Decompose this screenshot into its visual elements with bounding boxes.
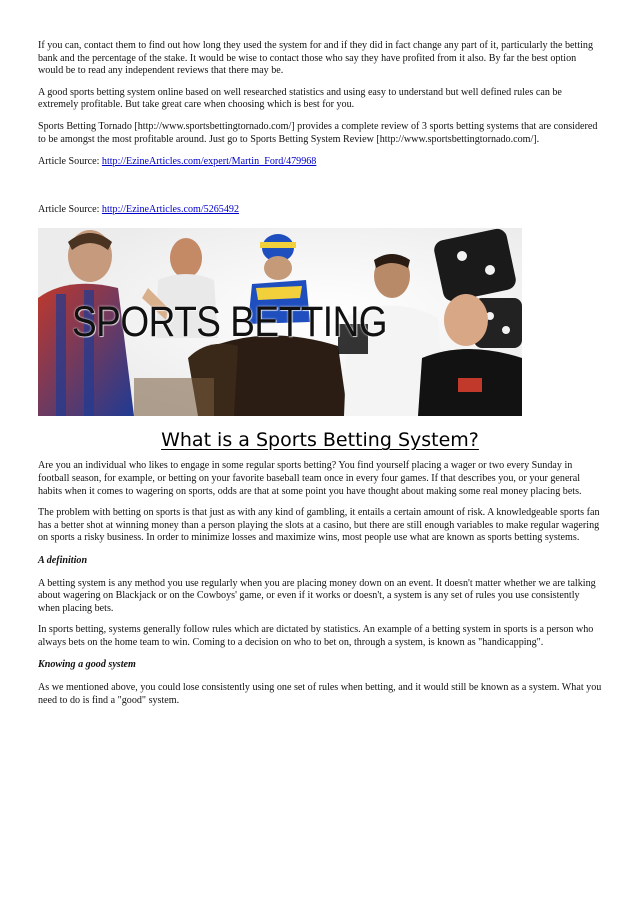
page-title-text: What is a Sports Betting System? (161, 429, 479, 452)
paragraph-sports-betting-tornado: Sports Betting Tornado [http://www.sportsbettingtornado.com/] provides a complete review of 3 sports betting systems that are considered to be amongst the most profitable around. Just go to Sports Betting System Review [http://www.sportsbettingtornado.com/]. (38, 120, 598, 145)
article-source-author-link[interactable]: http://EzineArticles.com/expert/Martin_Ford/479968 (101, 156, 317, 168)
paragraph-intro-1: Are you an individual who likes to engage in some regular sports betting? You find yourself placing a wager or two every Sunday in football season, for example, or betting on your favorite baseball team once in every four games. If that describes you, or your general habits when it comes to wagering on sports, odds are that at some point you have thought about making some real money placing bets. (38, 460, 582, 497)
article-source-label: Article Source: (38, 203, 102, 215)
paragraph-good-system-intro: As we mentioned above, you could lose consistently using one set of rules when betting, and it would still be known as a system. What you need to do is find a "good" system. (38, 682, 602, 706)
page-title (38, 428, 602, 452)
article-source-article-link[interactable]: http://EzineArticles.com/5265492 (101, 203, 239, 215)
paragraph-good-system: A good sports betting system online based on well researched statistics and using easy to understand but well defined rules can be extremely profitable. But take great care when choosing which is best for you. (38, 86, 562, 111)
paragraph-definition-1: A betting system is any method you use regularly when you are placing money down on an event. It doesn't matter whether we are talking about wagering on Blackjack or on the Cowboys' game, or even if it works or doesn't, a system is any set of rules you use consistently when placing bets. (38, 577, 596, 614)
article-source-label: Article Source: (38, 156, 102, 168)
paragraph-definition-2: In sports betting, systems generally follow rules which are dictated by statistics. An example of a betting system in sports is a person who always bets on the home team to win. Coming to a decision on who to bet on, through a system, is known as "handicapping". (38, 624, 594, 648)
sports-betting-logo-text: SPORTS BETTING (72, 298, 388, 346)
sports-betting-hero-image (38, 228, 522, 416)
document-page (38, 40, 602, 707)
subheading-definition: A definition (38, 554, 88, 566)
subheading-knowing-good-system: Knowing a good system (38, 659, 136, 671)
paragraph-intro-2: The problem with betting on sports is that just as with any kind of gambling, it entails a certain amount of risk. A knowledgeable sports fan has a better shot at winning money than a person playing the slots at a casino, but there are still enough variables to make regular wagering on sports a risky business. In order to minimize losses and maximize wins, most people use what are known as sports betting systems. (38, 507, 600, 544)
paragraph-contact-sellers: If you can, contact them to find out how long they used the system for and if they did in fact change any part of it, particularly the betting bank and the percentage of the stake. It would be wise to contact those who say they have profited from it also. By far the best option would be to read any independent reviews that there may be. (38, 40, 593, 77)
article-source-author (38, 156, 602, 169)
article-source-article (38, 204, 602, 217)
